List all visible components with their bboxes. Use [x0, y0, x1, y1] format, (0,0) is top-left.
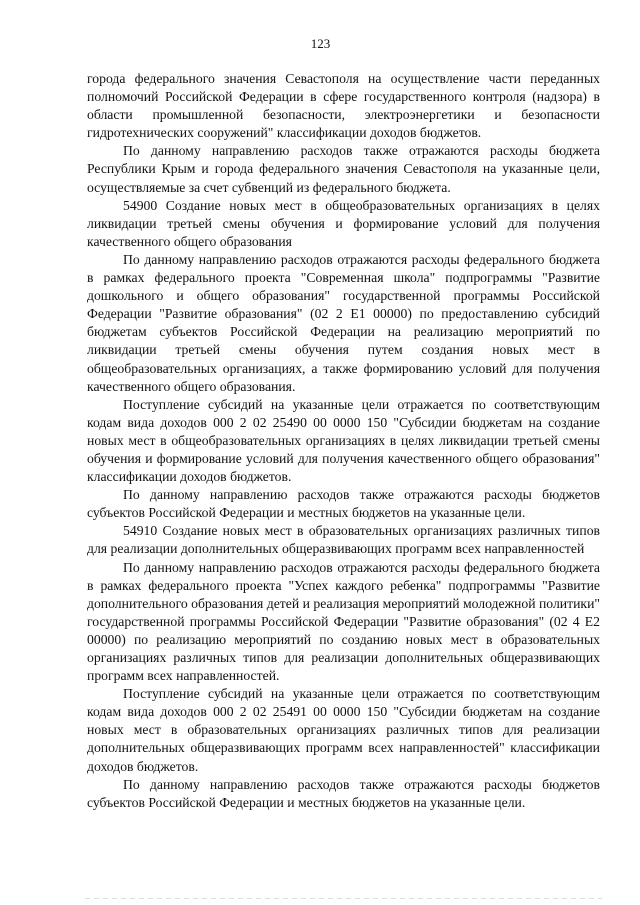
paragraph: По данному направлению расходов также отражаются расходы бюджетов субъектов Российской Федерации и местных бюджетов на указанные цели. [87, 487, 600, 521]
paragraph: города федерального значения Севастополя на осуществление части переданных полномочий Российской Федерации в сфере государственного контроля (надзора) в области промышленной безопасности, электроэнергетики и безопасности гидротехнических сооружений" классификации доходов бюджетов. [87, 71, 600, 141]
paragraph: Поступление субсидий на указанные цели отражается по соответствующим кодам вида доходов 000 2 02 25490 00 0000 150 "Субсидии бюджетам на создание новых мест в общеобразовательных организациях в целях ликвидации третьей смены обучения и формирование условий для получения качественного общего образования" классификации доходов бюджетов. [87, 396, 600, 485]
paragraph: По данному направлению расходов также отражаются расходы бюджета Республики Крым и города федерального значения Севастополя на указанные цели, осуществляемые за счет субвенций из федерального бюджета. [87, 143, 600, 195]
paragraph: По данному направлению расходов отражаются расходы федерального бюджета в рамках федерального проекта "Современная школа" подпрограммы "Развитие дошкольного и общего образования" государственной программы Российской Федерации "Развитие образования" (02 2 E1 00000) по предоставлению субсидий бюджетам субъектов Российской Федерации на реализацию мероприятий по ликвидации третьей смены обучения путем создания новых мест в общеобразовательных организациях, а также формированию условий для получения качественного общего образования. [87, 251, 600, 394]
paragraph: По данному направлению расходов также отражаются расходы бюджетов субъектов Российской Федерации и местных бюджетов на указанные цели. [87, 776, 600, 810]
paragraph: Поступление субсидий на указанные цели отражается по соответствующим кодам вида доходов 000 2 02 25491 00 0000 150 "Субсидии бюджетам на создание новых мест в образовательных организациях различных типов для реализации дополнительных общеразвивающих программ всех направленностей" классификации доходов бюджетов. [87, 686, 600, 774]
scan-edge-divider [85, 898, 602, 899]
section-heading-54900: 54900 Создание новых мест в общеобразовательных организациях в целях ликвидации третьей смены обучения и формирование условий для получения качественного общего образования [87, 197, 600, 249]
page-number: 123 [310, 36, 331, 51]
section-heading-54910: 54910 Создание новых мест в образовательных организациях различных типов для реализации дополнительных общеразвивающих программ всех направленностей [87, 523, 600, 557]
paragraph: По данному направлению расходов отражаются расходы федерального бюджета в рамках федерального проекта "Успех каждого ребенка" подпрограммы "Развитие дополнительного образования детей и реализация мероприятий молодежной политики" государственной программы Российской Федерации "Развитие образования" (02 4 E2 00000) по реализацию мероприятий по созданию новых мест в образовательных организациях различных типов для реализации дополнительных общеразвивающих программ всех направленностей. [87, 559, 600, 684]
